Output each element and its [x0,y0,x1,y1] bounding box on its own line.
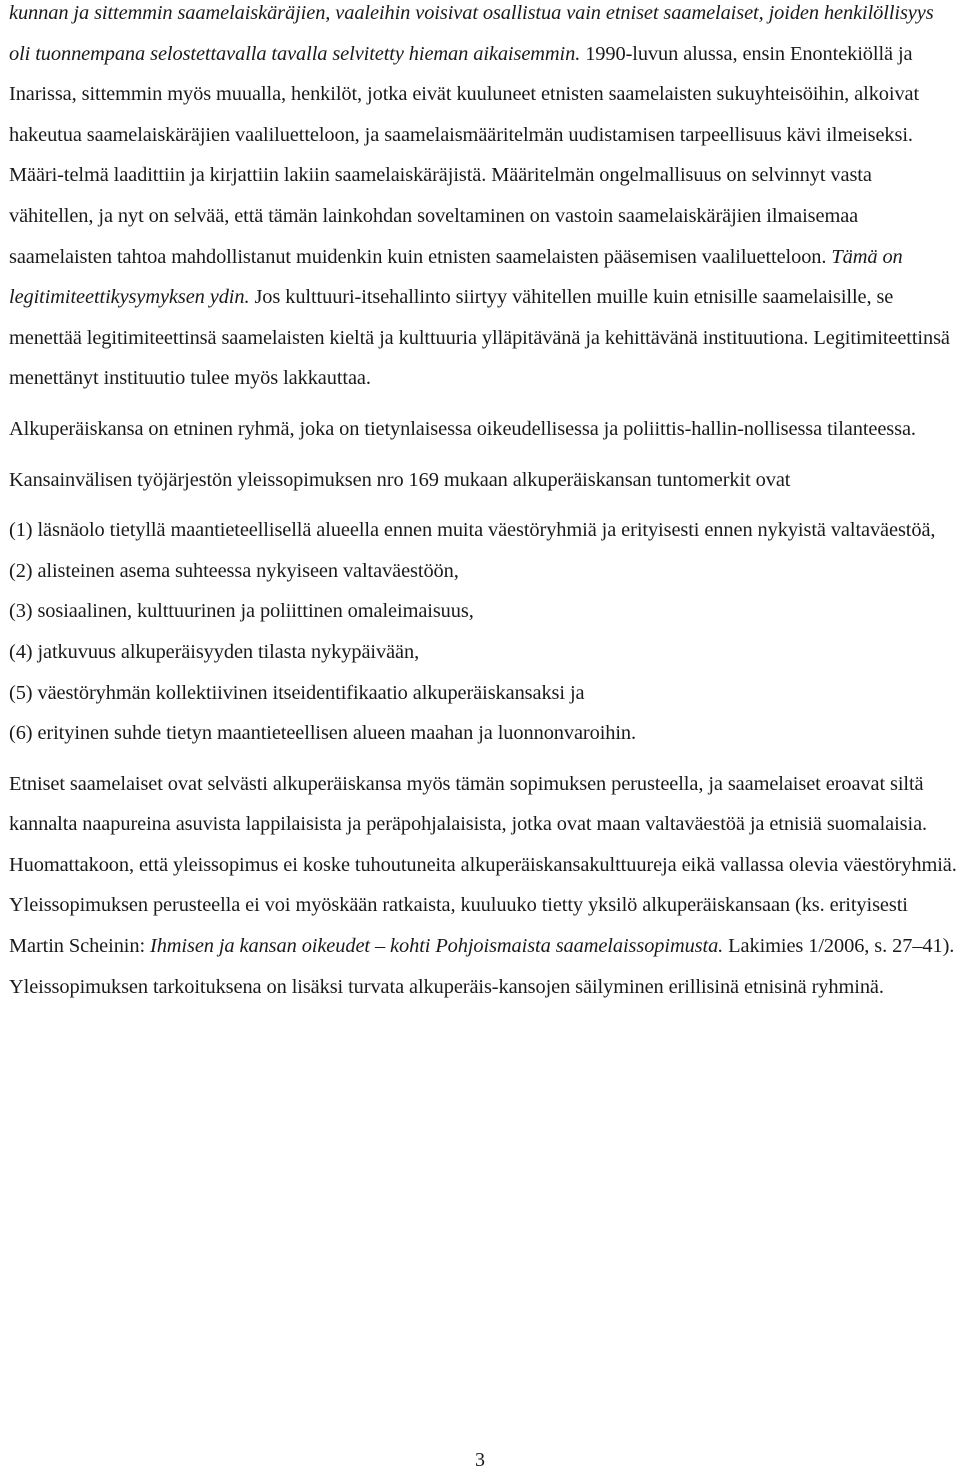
criteria-item: (6) erityinen suhde tietyn maantieteellisen alueen maahan ja luonnonvaroihin. [9,722,637,745]
criteria-item: (3) sosiaalinen, kulttuurinen ja poliittinen omaleimaisuus, [9,600,474,623]
criteria-item: (2) alisteinen asema suhteessa nykyiseen valtaväestöön, [9,559,459,582]
paragraph-ethnic-sami [9,764,957,1008]
document-page [9,0,957,1007]
paragraph-text: Lakimies 1/2006, s. 27–41). Yleissopimuksen tarkoituksena on lisäksi turvata alkuperäis-kansojen säilyminen erillisinä etnisinä ryhminä. [9,935,955,998]
paragraph-ilo-intro: Kansainvälisen työjärjestön yleissopimuksen nro 169 mukaan alkuperäiskansan tuntomerkit ovat [9,468,791,491]
page-number: 3 [475,1449,485,1471]
paragraph-text: Etniset saamelaiset ovat selvästi alkuperäiskansa myös tämän sopimuksen perusteella, ja saamelaiset eroavat siltä kannalta naapureina asuvista lappilaisista ja peräpohjalaisista, jotka ovat maan valtaväestöä ja etnisiä suomalaisia. Huomattakoon, että yleissopimus ei koske tuhoutuneita alkuperäiskansakulttuureja eikä vallassa olevia väestöryhmiä. Yleissopimuksen perusteella ei voi myöskään ratkaista, kuuluuko tietty yksilö alkuperäiskansaan (ks. erityisesti Martin Scheinin: [9,772,957,958]
criteria-item: (1) läsnäolo tietyllä maantieteellisellä alueella ennen muita väestöryhmiä ja erityisesti ennen nykyistä valtaväestöä, [9,519,936,542]
paragraph-text: Jos kulttuuri-itsehallinto siirtyy vähitellen muille kuin etnisille saamelaisille, se menettää legitimiteettinsä saamelaisten kieltä ja kulttuuria ylläpitävänä ja kehittävänä instituutiona. Legitimiteettinsä menettänyt instituutio tulee myös lakkauttaa. [9,286,950,390]
paragraph-definition: Alkuperäiskansa on etninen ryhmä, joka on tietynlaisessa oikeudellisessa ja poliittis-hallin-nollisessa tilanteessa. [9,417,916,440]
paragraph-text: 1990-luvun alussa, ensin Enontekiöllä ja Inarissa, sittemmin myös muualla, henkilöt, jotka eivät kuuluneet etnisten saamelaisten sukuyhteisöihin, alkoivat hakeutua saamelaiskäräjien vaaliluetteloon, ja saamelaismääritelmän uudistamisen tarpeellisuus kävi ilmeiseksi. Määri-telmä laadittiin ja kirjattiin lakiin saamelaiskäräjistä. Määritelmän ongelmallisuus on selvinnyt vasta vähitellen, ja nyt on selvää, että tämän lainkohdan soveltaminen on vastoin saamelaiskäräjien ilmaisemaa saamelaisten tahtoa mahdollistanut muidenkin kuin etnisten saamelaisten pääsemisen vaaliluetteloon. [9,42,920,268]
criteria-list [9,510,957,754]
paragraph-legitimacy [9,0,957,399]
italic-emphasis: Tämä on legitimiteettikysymyksen ydin. [9,245,903,309]
criteria-item: (5) väestöryhmän kollektiivinen itseidentifikaatio alkuperäiskansaksi ja [9,681,585,704]
italic-citation: Ihmisen ja kansan oikeudet – kohti Pohjoismaista saamelaissopimusta. [150,935,724,958]
criteria-item: (4) jatkuvuus alkuperäisyyden tilasta nykypäivään, [9,640,420,663]
italic-opening-text: kunnan ja sittemmin saamelaiskäräjien, vaaleihin voisivat osallistua vain etniset saamelaiset, joiden henkilöllisyys oli tuonnempana selostettavalla tavalla selvitetty hieman aikaisemmin. [9,2,934,65]
